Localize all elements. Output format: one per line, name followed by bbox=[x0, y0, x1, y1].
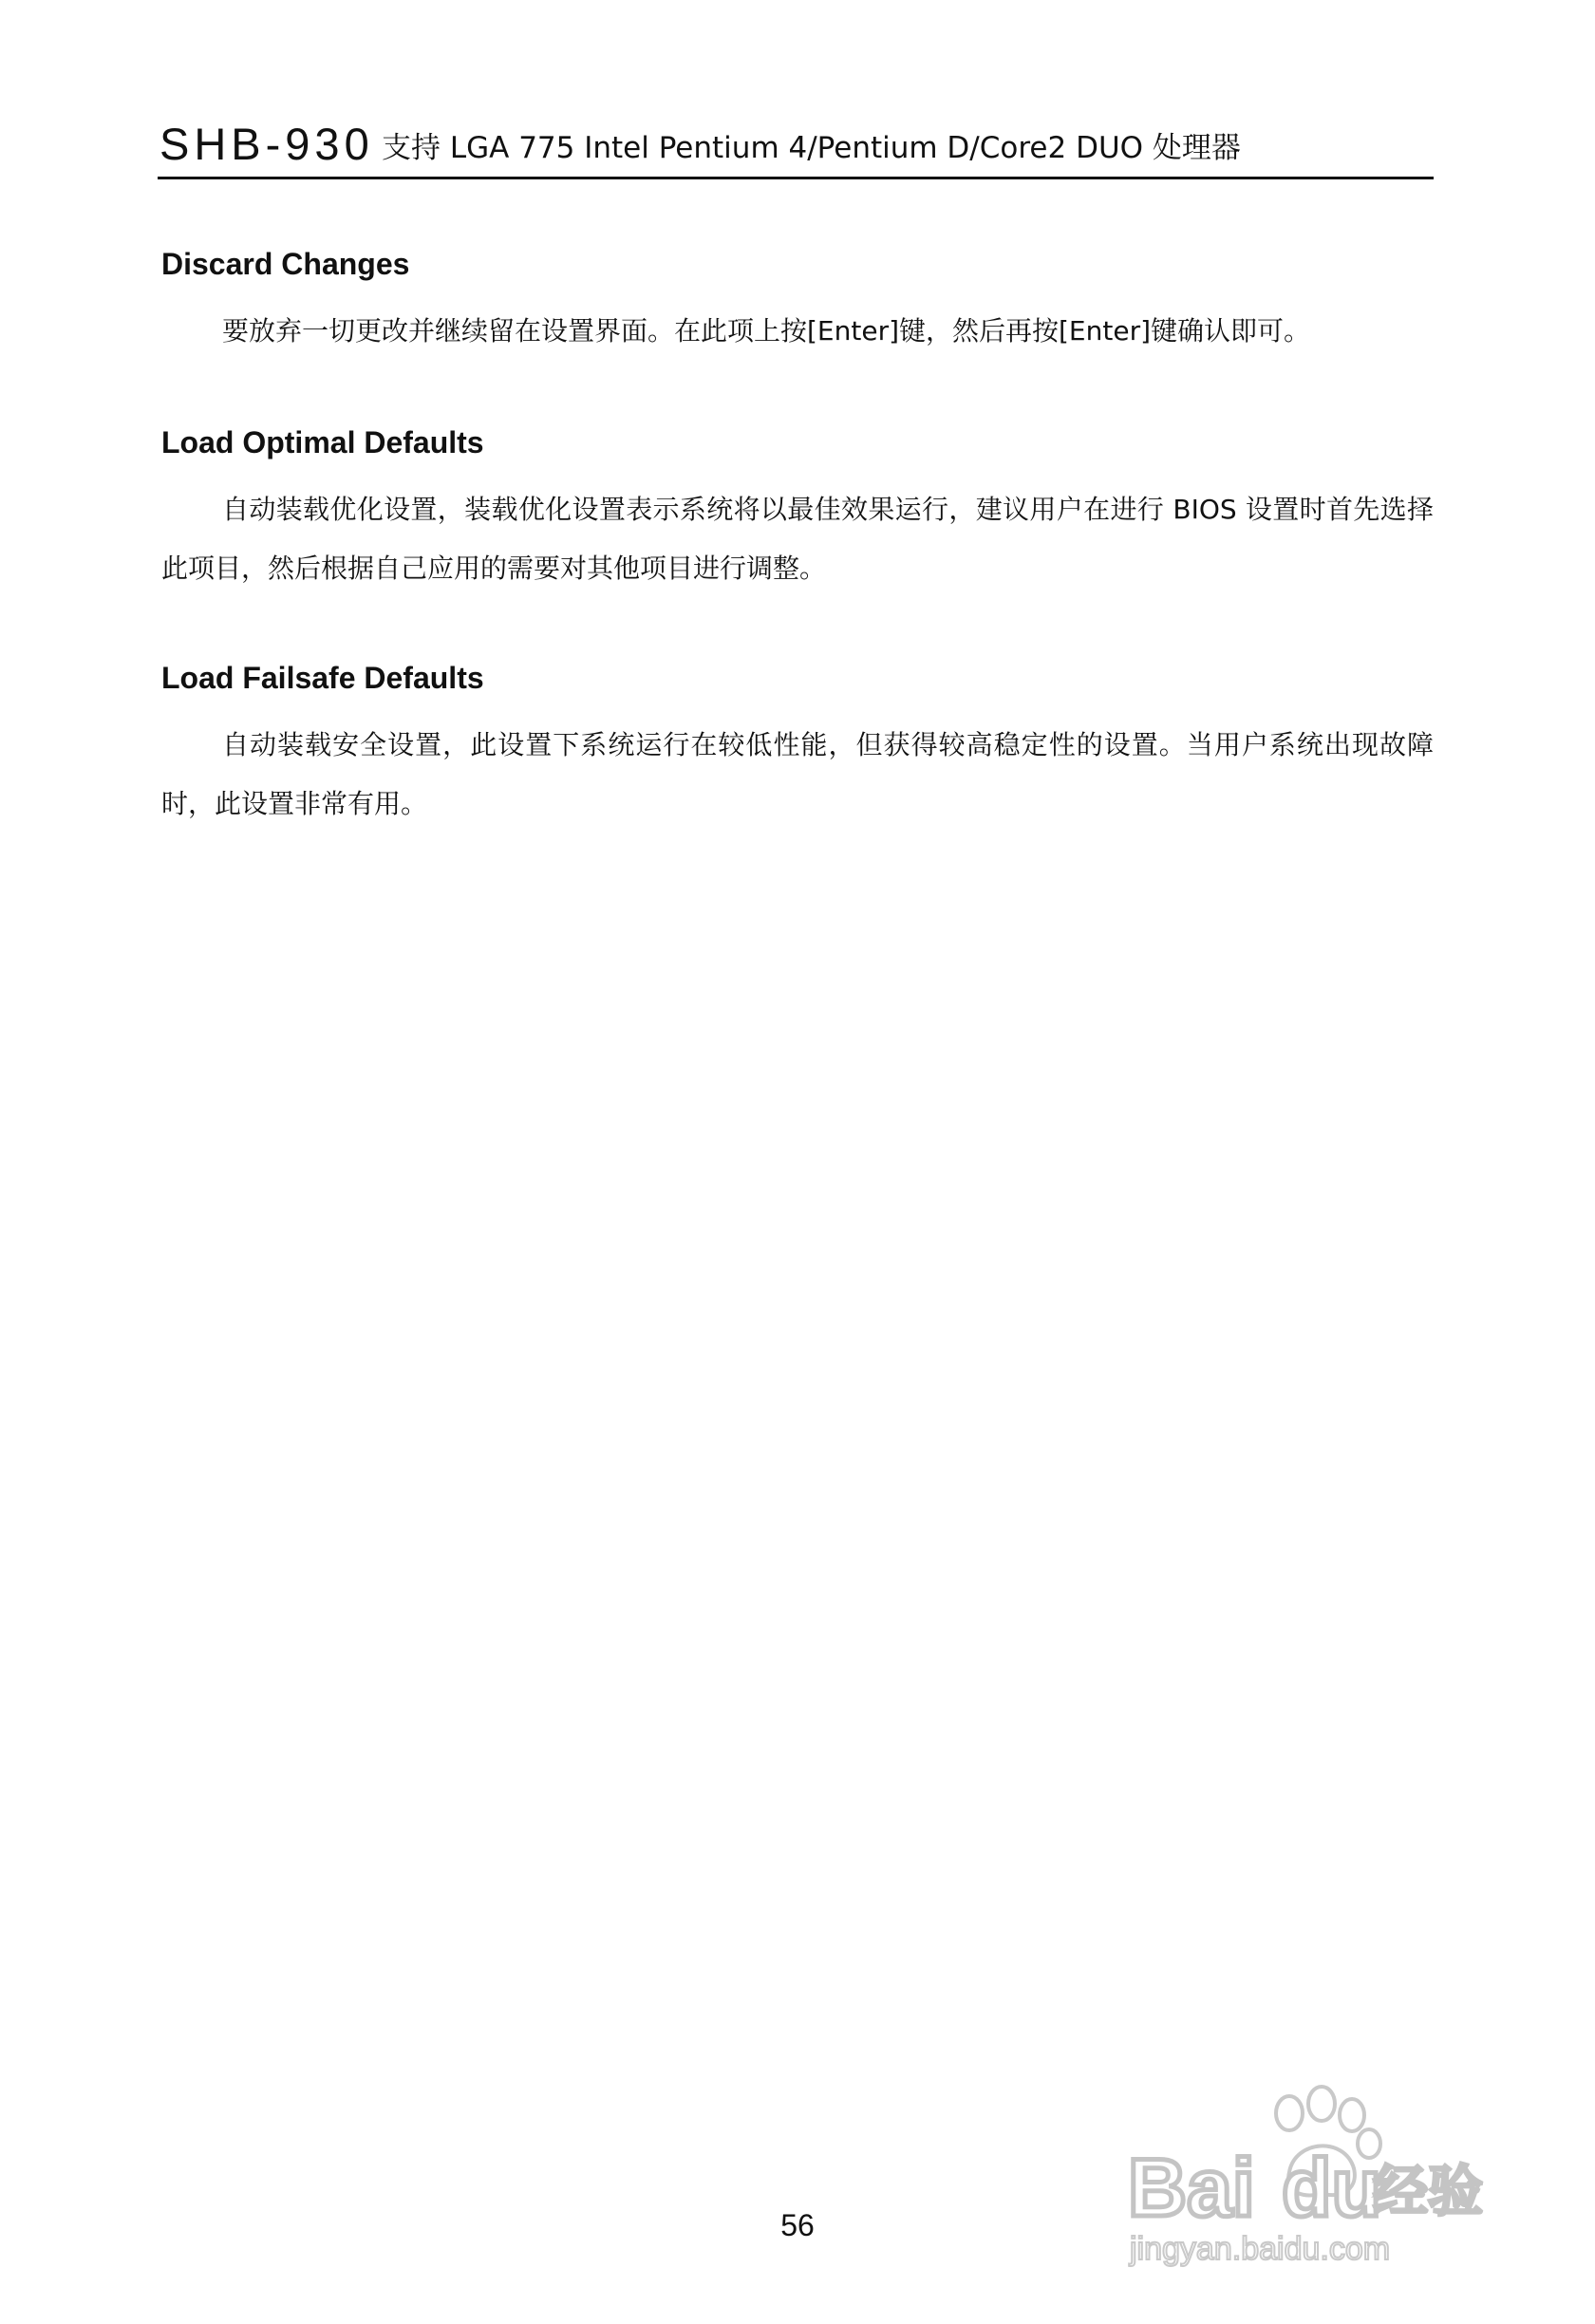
svg-text:Bai: Bai bbox=[1128, 2143, 1255, 2234]
header-model: SHB-930 bbox=[160, 119, 374, 169]
page-header bbox=[158, 112, 1434, 179]
section-load-optimal-defaults bbox=[161, 423, 1434, 598]
svg-text:jingyan.baidu.com: jingyan.baidu.com bbox=[1130, 2231, 1391, 2267]
svg-text:经验: 经验 bbox=[1373, 2159, 1484, 2223]
section-body: 要放弃一切更改并继续留在设置界面。在此项上按[Enter]键，然后再按[Enter]键确认即可。 bbox=[222, 315, 1311, 347]
section-heading: Load Optimal Defaults bbox=[161, 425, 484, 459]
section-discard-changes bbox=[161, 245, 1434, 361]
section-heading: Discard Changes bbox=[161, 247, 410, 281]
section-body: 自动装载优化设置，装载优化设置表示系统将以最佳效果运行，建议用户在进行 BIOS 设置时首先选择此项目，然后根据自己应用的需要对其他项目进行调整。 bbox=[161, 494, 1434, 584]
page-number: 56 bbox=[780, 2208, 815, 2242]
baidu-paw-logo-icon bbox=[1120, 2081, 1491, 2267]
header-description: 支持 LGA 775 Intel Pentium 4/Pentium D/Core2 DUO 处理器 bbox=[382, 131, 1241, 165]
baidu-jingyan-watermark bbox=[1120, 2081, 1491, 2267]
section-heading: Load Failsafe Defaults bbox=[161, 661, 484, 695]
svg-text:du: du bbox=[1282, 2143, 1382, 2234]
section-load-failsafe-defaults bbox=[161, 659, 1434, 834]
section-body: 自动装载安全设置，此设置下系统运行在较低性能，但获得较高稳定性的设置。当用户系统出现故障时，此设置非常有用。 bbox=[161, 729, 1434, 819]
